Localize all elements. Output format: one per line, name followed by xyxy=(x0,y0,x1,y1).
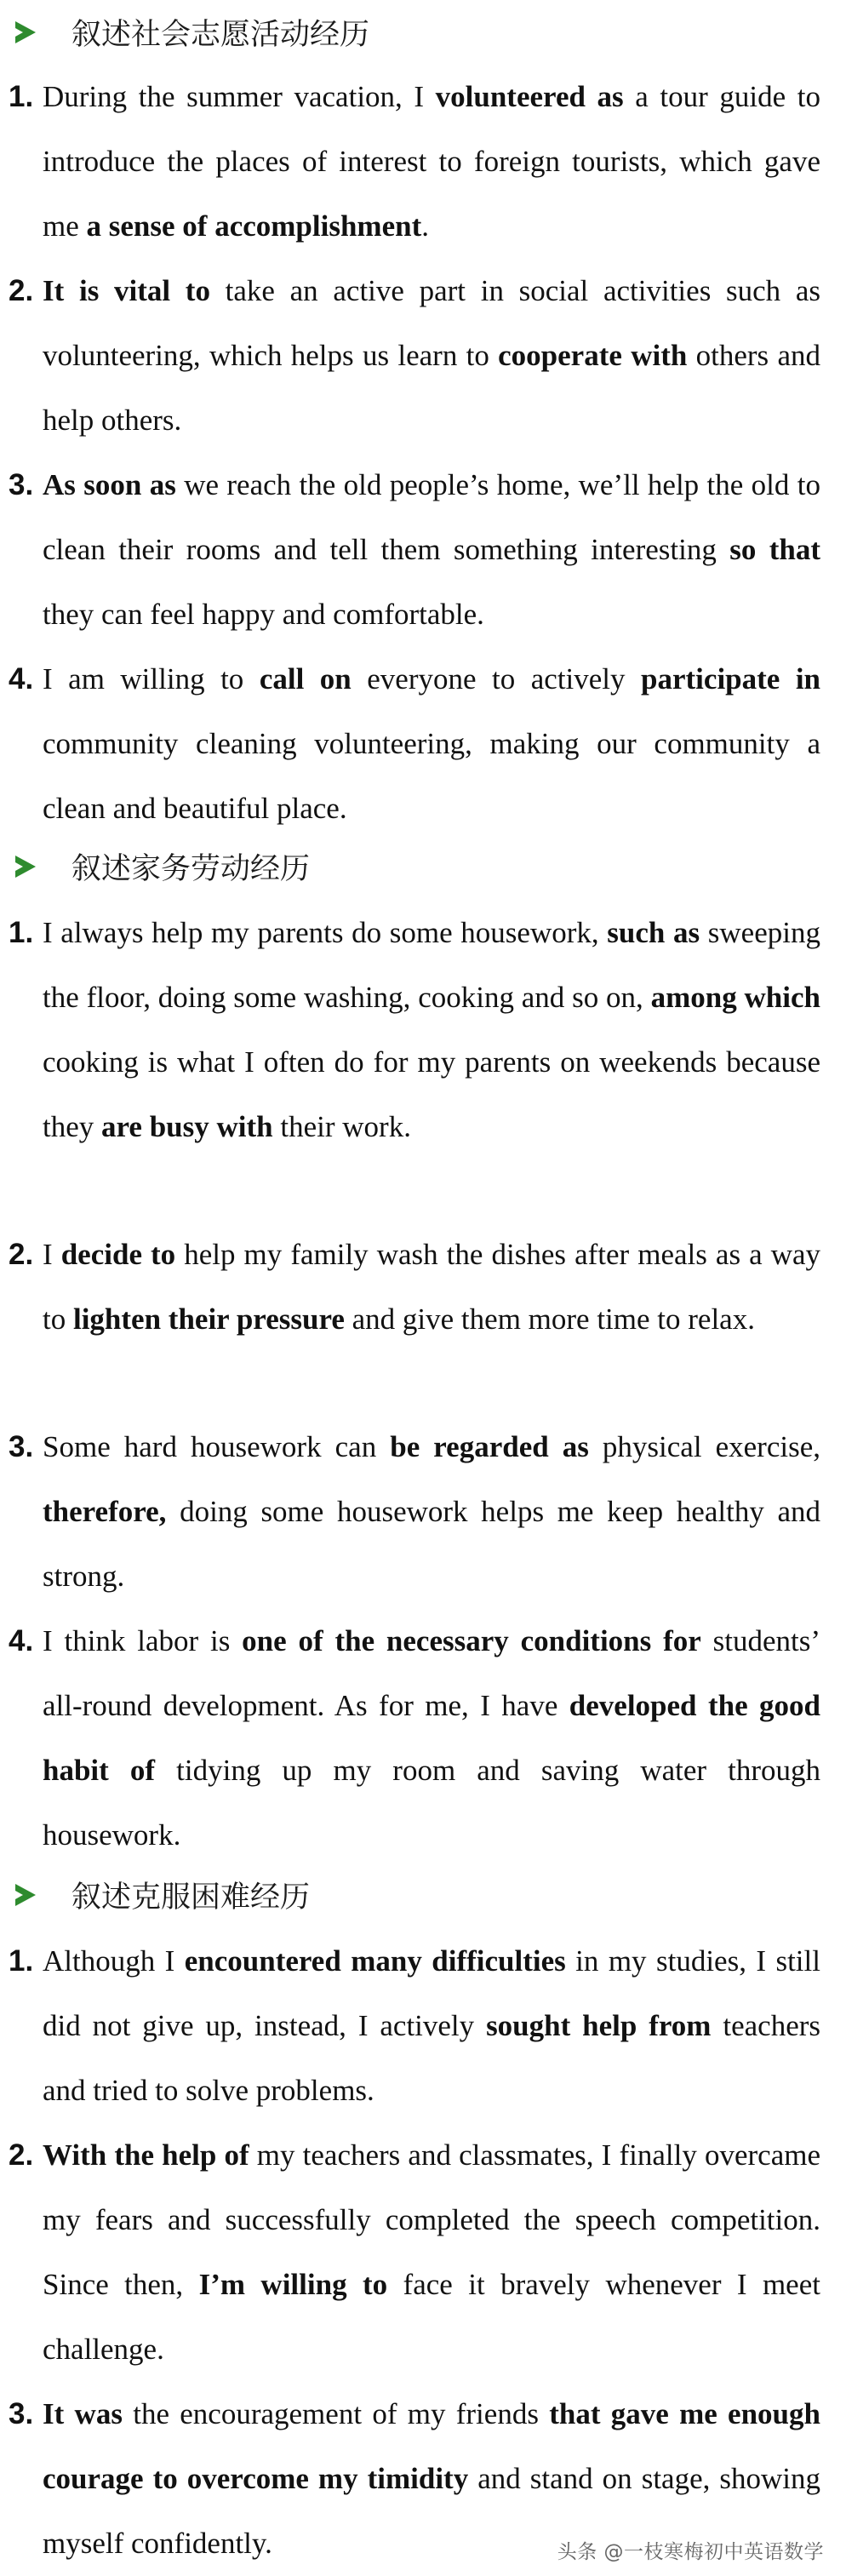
text-segment: help my family wash the dishes after meals as a way to xyxy=(43,1238,821,1336)
key-phrase: lighten their pressure xyxy=(72,1302,345,1336)
key-phrase: are busy with xyxy=(101,1110,273,1143)
key-phrase: sought help from xyxy=(486,2009,712,2042)
text-segment: the encouragement of my friends xyxy=(122,2397,550,2430)
text-segment: students’ all-round development. As for me, I have xyxy=(43,1624,820,1722)
item-number: 4. xyxy=(9,662,34,696)
item-number: 2. xyxy=(9,1238,34,1271)
item-number: 1. xyxy=(9,80,34,113)
key-phrase: among which xyxy=(650,981,820,1014)
text-segment: and give them more time to relax. xyxy=(344,1302,755,1336)
section-title: 叙述克服困难经历 xyxy=(71,1880,311,1915)
list-item xyxy=(9,647,820,841)
section-heading-difficulties xyxy=(12,1869,310,1921)
text-segment: . xyxy=(421,209,429,243)
key-phrase: that gave me enough courage to overcome my timidity xyxy=(43,2397,820,2495)
text-segment: community cleaning volunteering, making our community a clean and beautiful place. xyxy=(43,727,820,825)
text-segment: I xyxy=(43,1238,61,1271)
text-segment: in my studies, I still did not give up, instead, I actively xyxy=(43,1944,820,2042)
item-number: 2. xyxy=(9,274,34,307)
list-item xyxy=(9,1222,820,1352)
text-segment: I always help my parents do some housework, xyxy=(43,916,608,949)
list-item xyxy=(9,2123,820,2382)
item-number: 1. xyxy=(9,1944,34,1978)
key-phrase: I’m willing to xyxy=(198,2268,388,2301)
text-segment: Although I xyxy=(43,1944,185,1978)
text-segment: a tour guide to introduce the places of interest to foreign tourists, which gave me xyxy=(43,80,820,243)
watermark: 头条 @一枝寒梅初中英语数学 xyxy=(557,2541,824,2563)
text-segment: their work. xyxy=(272,1110,411,1143)
item-text xyxy=(43,2123,820,2382)
key-phrase: developed the good habit of xyxy=(43,1689,820,1787)
text-segment: Some hard housework can xyxy=(43,1430,391,1463)
text-segment: others and help others. xyxy=(43,339,820,437)
text-segment: cooking is what I often do for my parents on weekends because they xyxy=(43,1045,820,1143)
list-item xyxy=(9,453,820,647)
item-number: 4. xyxy=(9,1624,34,1657)
list-item xyxy=(9,1609,820,1868)
text-segment: I think labor is xyxy=(43,1624,243,1657)
text-segment: everyone to actively xyxy=(351,662,642,696)
key-phrase: therefore, xyxy=(43,1495,167,1528)
text-segment: physical exercise, xyxy=(588,1430,820,1463)
list-item xyxy=(9,1929,820,2123)
item-number: 2. xyxy=(9,2138,34,2172)
key-phrase: decide to xyxy=(60,1238,176,1271)
text-segment: During the summer vacation, I xyxy=(43,80,436,113)
text-segment: we reach the old people’s home, we’ll help the old to clean their rooms and tell them something interesting xyxy=(43,468,820,566)
arrow-bullet-icon xyxy=(15,856,36,878)
item-number: 1. xyxy=(9,916,34,949)
section-heading-housework xyxy=(12,841,310,892)
text-segment: take an active part in social activities such as volunteering, which helps us learn to xyxy=(43,274,821,372)
list-item xyxy=(9,65,820,259)
item-text xyxy=(43,453,820,647)
text-segment: face it bravely whenever I meet challenge. xyxy=(43,2268,820,2366)
item-text xyxy=(43,259,820,453)
item-number: 3. xyxy=(9,2397,34,2430)
arrow-bullet-icon xyxy=(15,1884,36,1906)
text-segment: teachers and tried to solve problems. xyxy=(43,2009,821,2107)
key-phrase: encountered many difficulties xyxy=(184,1944,566,1978)
item-text xyxy=(43,1609,820,1868)
key-phrase: such as xyxy=(607,916,700,949)
item-text xyxy=(43,647,820,841)
item-text xyxy=(43,1222,820,1352)
text-segment: my teachers and classmates, I finally overcame my fears and successfully completed the speech competition. Since then, xyxy=(43,2138,820,2301)
key-phrase: participate in xyxy=(641,662,821,696)
text-segment: tidying up my room and saving water through housework. xyxy=(43,1754,821,1852)
item-text xyxy=(43,65,820,259)
section-title: 叙述家务劳动经历 xyxy=(71,852,311,886)
key-phrase: call on xyxy=(259,662,352,696)
key-phrase: As soon as xyxy=(43,468,176,501)
text-segment: they can feel happy and comfortable. xyxy=(43,598,484,631)
text-segment: I am willing to xyxy=(43,662,260,696)
key-phrase: be regarded as xyxy=(390,1430,589,1463)
key-phrase: volunteered as xyxy=(435,80,624,113)
item-text xyxy=(43,1929,820,2123)
item-text xyxy=(43,1415,820,1609)
key-phrase: so that xyxy=(729,533,820,566)
text-segment: sweeping the floor, doing some washing, cooking and so on, xyxy=(43,916,820,1014)
key-phrase: cooperate with xyxy=(498,339,688,372)
list-item xyxy=(9,901,820,1159)
item-number: 3. xyxy=(9,1430,34,1463)
section-heading-volunteer xyxy=(12,7,369,58)
section-title: 叙述社会志愿活动经历 xyxy=(71,18,370,52)
text-segment: and stand on stage, showing myself confidently. xyxy=(43,2462,820,2560)
key-phrase: a sense of accomplishment xyxy=(86,209,422,243)
item-number: 3. xyxy=(9,468,34,501)
key-phrase: With the help of xyxy=(43,2138,249,2172)
item-text xyxy=(43,901,820,1159)
key-phrase: It was xyxy=(43,2397,123,2430)
key-phrase: one of the necessary conditions for xyxy=(242,1624,701,1657)
list-item xyxy=(9,259,820,453)
arrow-bullet-icon xyxy=(15,21,36,43)
text-segment: doing some housework helps me keep healthy and strong. xyxy=(43,1495,820,1593)
key-phrase: It is vital to xyxy=(43,274,210,307)
list-item xyxy=(9,1415,820,1609)
